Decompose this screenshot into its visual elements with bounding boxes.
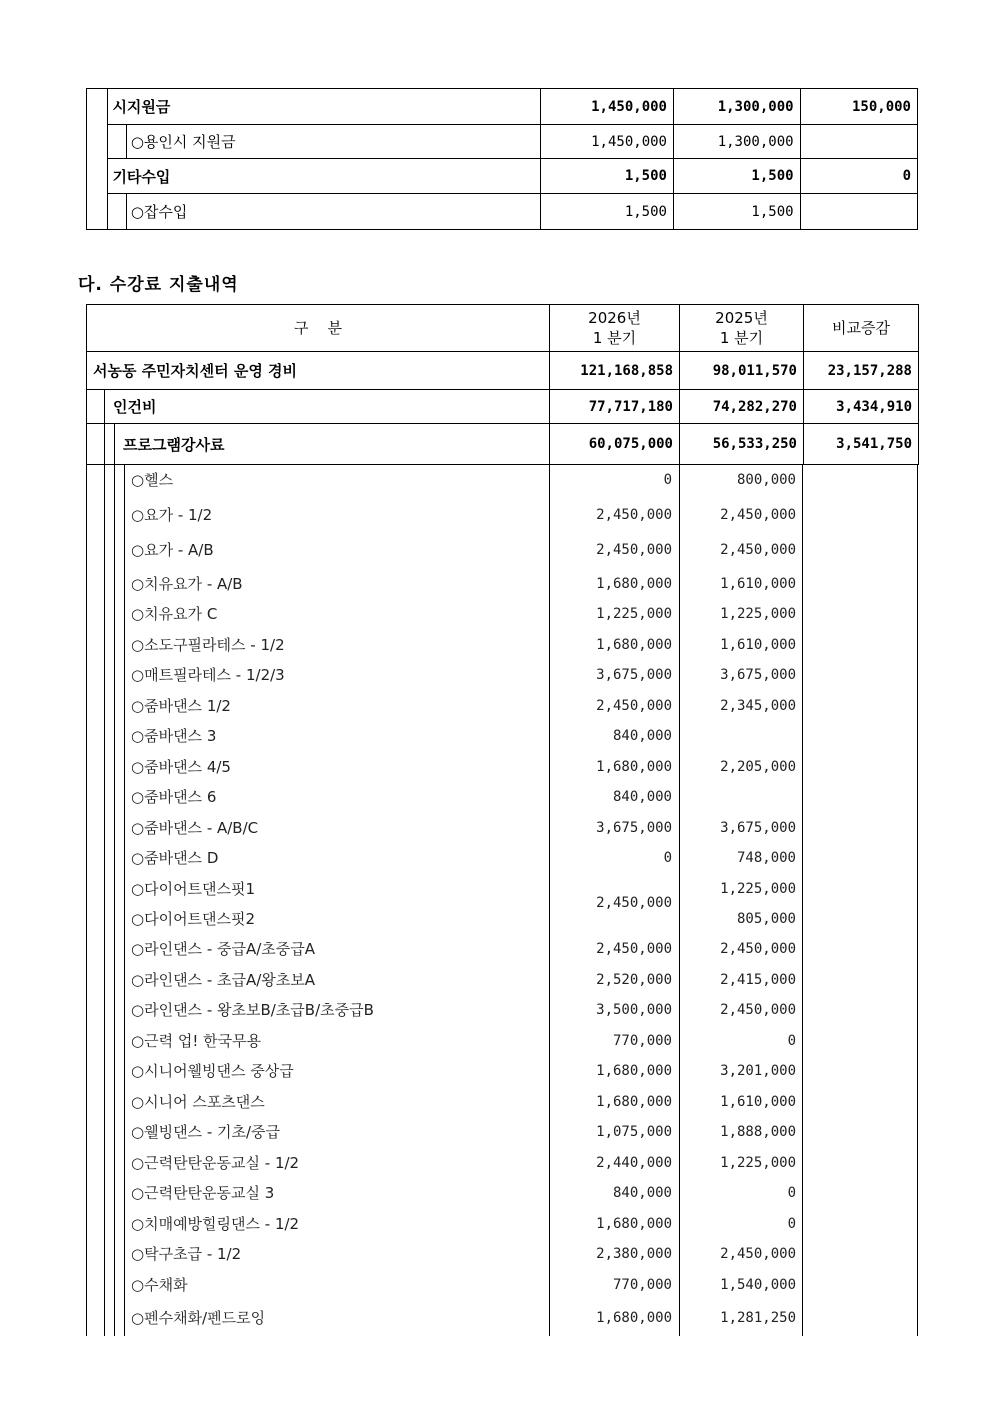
item-name: ○치유요가 - A/B [131,575,243,593]
value-2026: 1,680,000 [596,1216,672,1232]
value-2025: 1,610,000 [720,637,796,653]
item-name: ○치유요가 C [131,605,218,623]
value-2025: 0 [787,1033,796,1049]
header-2026-quarter: 1 분기 [592,329,637,347]
header-2025-quarter: 1 분기 [719,329,764,347]
item-name: ○다이어트댄스핏1 [131,880,256,898]
item-name: ○치매예방힐링댄스 - 1/2 [131,1215,300,1233]
value-2025: 1,225,000 [720,881,796,897]
item-name: ○펜수채화/펜드로잉 [131,1309,266,1327]
value-2026: 770,000 [612,1033,672,1049]
value-2026: 121,168,858 [550,352,680,390]
row-name: ○잡수입 [126,194,540,230]
value-2026: 1,225,000 [596,606,672,622]
value-2025: 1,500 [673,194,800,230]
item-name: ○줌바댄스 - A/B/C [131,819,259,837]
value-2025: 2,415,000 [720,972,796,988]
table-row [87,125,918,159]
value-2025: 2,450,000 [720,542,796,558]
item-name: ○라인댄스 - 왕초보B/초급B/초중급B [131,1001,374,1019]
item-name: ○줌바댄스 D [131,849,219,867]
item-name: ○요가 - A/B [131,541,214,559]
item-name: ○요가 - 1/2 [131,506,213,524]
header-category: 구 분 [87,305,550,352]
item-name: ○헬스 [131,471,174,489]
item-name: ○근력탄탄운동교실 3 [131,1184,275,1202]
value-2026: 0 [663,472,672,488]
value-2025: 0 [787,1185,796,1201]
value-2025: 3,675,000 [720,820,796,836]
value-2025: 800,000 [736,472,796,488]
value-diff: 23,157,288 [804,352,919,390]
row-name: 기타수입 [108,159,541,194]
value-2025: 1,300,000 [673,125,800,159]
value-2025: 1,888,000 [720,1124,796,1140]
row-name: 프로그램강사료 [87,424,550,465]
summary-row [87,424,919,465]
item-name: ○줌바댄스 3 [131,727,217,745]
value-2025: 2,205,000 [720,759,796,775]
value-2025: 1,225,000 [720,606,796,622]
value-diff [800,194,917,230]
row-name: 인건비 [87,390,550,424]
header-2025 [680,305,804,352]
value-2025: 748,000 [736,850,796,866]
value-2026: 3,675,000 [596,667,672,683]
header-2025-year: 2025년 [715,309,768,327]
header-2026 [550,305,680,352]
value-2025: 1,610,000 [720,1094,796,1110]
value-2025: 2,345,000 [720,698,796,714]
indent-line [104,389,105,1336]
value-2026: 1,075,000 [596,1124,672,1140]
item-area-border [549,464,550,1336]
item-name: ○시니어 스포츠댄스 [131,1093,265,1111]
value-2025: 1,300,000 [673,89,800,125]
value-2025: 1,540,000 [720,1277,796,1293]
value-diff: 3,434,910 [804,390,919,424]
value-2026: 60,075,000 [550,424,680,465]
value-2026: 1,680,000 [596,1094,672,1110]
value-2026: 77,717,180 [550,390,680,424]
item-name: ○근력 업! 한국무용 [131,1032,262,1050]
value-2025: 1,225,000 [720,1155,796,1171]
item-name: ○매트필라테스 - 1/2/3 [131,666,285,684]
summary-row [87,390,919,424]
table-header [87,305,919,352]
indent-line [124,464,125,1336]
value-2026: 840,000 [612,1185,672,1201]
value-2026: 840,000 [612,728,672,744]
value-2026: 1,680,000 [596,576,672,592]
row-name: 시지원금 [108,89,541,125]
value-2026: 1,450,000 [541,125,674,159]
value-2025: 3,201,000 [720,1063,796,1079]
item-name: ○라인댄스 - 중급A/초중급A [131,940,316,958]
value-2025: 1,500 [673,159,800,194]
value-2025: 1,281,250 [720,1310,796,1326]
value-diff: 150,000 [800,89,917,125]
value-2026: 3,675,000 [596,820,672,836]
value-2026: 2,450,000 [596,507,672,523]
item-name: ○수채화 [131,1276,188,1294]
value-2025: 0 [787,1216,796,1232]
value-diff: 0 [800,159,917,194]
value-2026: 1,680,000 [596,1310,672,1326]
value-2026: 0 [663,850,672,866]
item-area-border [86,464,87,1336]
value-2026: 1,500 [541,194,674,230]
value-2026: 770,000 [612,1277,672,1293]
value-2026: 1,680,000 [596,1063,672,1079]
value-2025: 74,282,270 [680,390,804,424]
item-name: ○줌바댄스 4/5 [131,758,231,776]
value-2025: 56,533,250 [680,424,804,465]
value-2025: 2,450,000 [720,941,796,957]
summary-row [87,352,919,390]
row-name: ○용인시 지원금 [126,125,540,159]
value-diff [800,125,917,159]
item-area-border [917,464,918,1336]
row-name: 서농동 주민자치센터 운영 경비 [87,352,550,390]
header-2026-year: 2026년 [588,309,641,327]
item-name: ○다이어트댄스핏2 [131,910,256,928]
item-name: ○웰빙댄스 - 기초/중급 [131,1123,281,1141]
value-2026: 2,380,000 [596,1246,672,1262]
table-row [87,89,918,125]
value-2026: 2,440,000 [596,1155,672,1171]
value-2026: 1,680,000 [596,759,672,775]
value-2026: 1,500 [541,159,674,194]
value-2025: 805,000 [736,911,796,927]
value-2026: 1,680,000 [596,637,672,653]
item-name: ○시니어웰빙댄스 중상급 [131,1062,294,1080]
income-table [86,88,918,230]
expense-table [86,304,919,465]
item-name: ○라인댄스 - 초급A/왕초보A [131,971,316,989]
header-diff: 비교증감 [804,305,919,352]
value-2026: 2,450,000 [596,941,672,957]
section-title: 다. 수강료 지출내역 [78,275,239,295]
value-2026: 3,500,000 [596,1002,672,1018]
item-name: ○탁구초급 - 1/2 [131,1245,242,1263]
value-2026: 2,450,000 [596,698,672,714]
table-row [87,194,918,230]
value-diff: 3,541,750 [804,424,919,465]
value-2025: 2,450,000 [720,507,796,523]
value-2025: 1,610,000 [720,576,796,592]
indent-line [114,424,115,1336]
item-area-border [679,464,680,1336]
value-2026: 1,450,000 [541,89,674,125]
value-2025: 3,675,000 [720,667,796,683]
merged-value-2026: 2,450,000 [596,895,672,911]
item-name: ○줌바댄스 1/2 [131,697,231,715]
value-2025: 2,450,000 [720,1246,796,1262]
item-name: ○줌바댄스 6 [131,788,217,806]
item-name: ○소도구필라테스 - 1/2 [131,636,285,654]
value-2026: 2,520,000 [596,972,672,988]
value-2025: 2,450,000 [720,1002,796,1018]
value-2026: 840,000 [612,789,672,805]
item-name: ○근력탄탄운동교실 - 1/2 [131,1154,300,1172]
value-2025: 98,011,570 [680,352,804,390]
value-2026: 2,450,000 [596,542,672,558]
table-row [87,159,918,194]
item-area-border [802,464,803,1336]
